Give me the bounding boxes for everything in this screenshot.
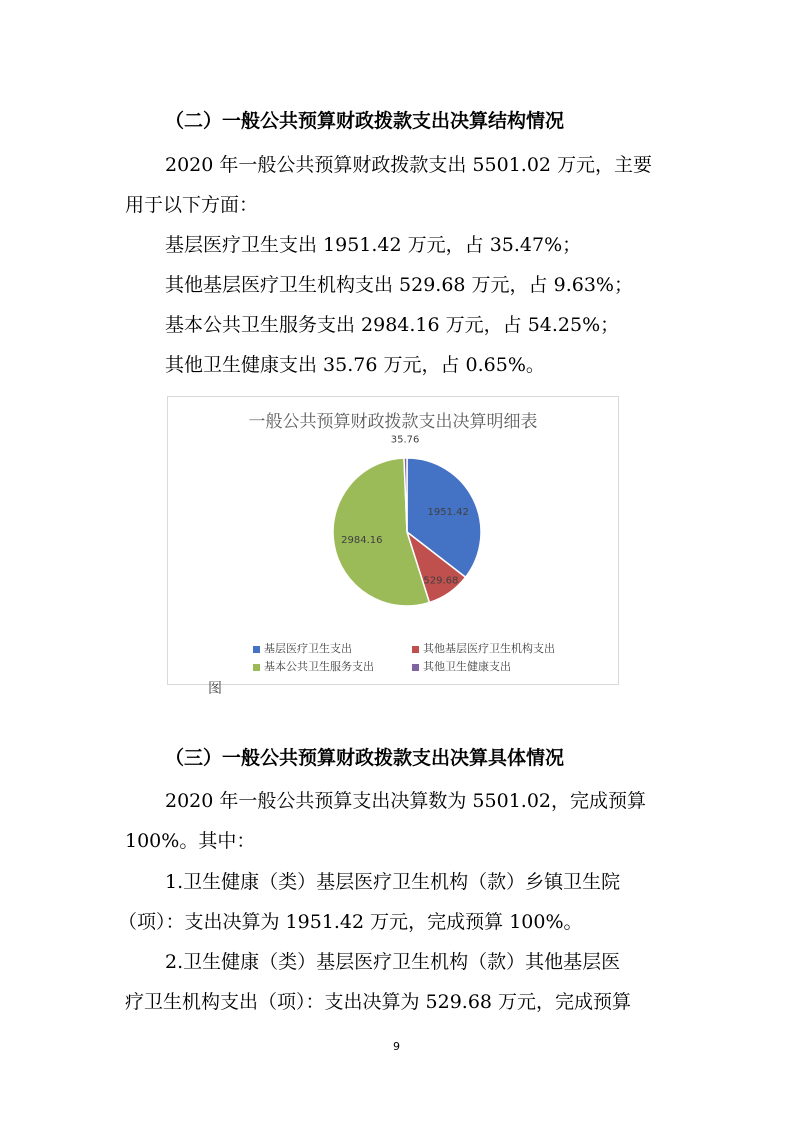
page-number: 9: [393, 1040, 400, 1053]
legend-label: 其他基层医疗卫生机构支出: [423, 642, 555, 655]
section2-intro-line1: 2020 年一般公共预算财政拨款支出 5501.02 万元，主要: [165, 154, 653, 176]
pie-data-label: 35.76: [390, 434, 420, 446]
section3-heading: （三）一般公共预算财政拨款支出决算具体情况: [165, 747, 565, 769]
legend-swatch: [412, 646, 419, 653]
legend-label: 其他卫生健康支出: [423, 660, 511, 673]
chart-title: 一般公共预算财政拨款支出决算明细表: [248, 412, 538, 432]
section3-p2-line1: 1.卫生健康（类）基层医疗卫生机构（款）乡镇卫生院: [165, 871, 621, 893]
section3-p2-line2: （项）：支出决算为 1951.42 万元，完成预算 100%。: [118, 911, 583, 933]
expense-item-4: 其他卫生健康支出 35.76 万元，占 0.65%。: [165, 354, 545, 376]
legend-item: [253, 640, 352, 656]
expense-item-2: 其他基层医疗卫生机构支出 529.68 万元，占 9.63%；: [165, 274, 633, 296]
legend-item: [412, 658, 511, 674]
section2-intro-line2: 用于以下方面：: [125, 194, 259, 216]
pie-chart: [167, 396, 619, 685]
section3-p3-line1: 2.卫生健康（类）基层医疗卫生机构（款）其他基层医: [165, 951, 621, 973]
pie-data-label: 529.68: [423, 575, 459, 587]
pie-data-label: 1951.42: [427, 506, 469, 518]
legend-item: [253, 658, 374, 674]
legend-swatch: [253, 664, 260, 671]
expense-item-3: 基本公共卫生服务支出 2984.16 万元，占 54.25%；: [165, 314, 620, 336]
pie-data-label: 2984.16: [341, 534, 383, 546]
section2-heading: （二）一般公共预算财政拨款支出决算结构情况: [165, 110, 565, 132]
section3-p1-line1: 2020 年一般公共预算支出决算数为 5501.02，完成预算: [165, 790, 647, 812]
section3-p1-line2: 100%。其中：: [125, 830, 256, 852]
legend-swatch: [253, 646, 260, 653]
section3-p3-line2: 疗卫生机构支出（项）：支出决算为 529.68 万元，完成预算: [125, 991, 632, 1013]
legend-label: 基本公共卫生服务支出: [264, 660, 374, 673]
legend-item: [412, 640, 555, 656]
expense-item-1: 基层医疗卫生支出 1951.42 万元，占 35.47%；: [165, 234, 582, 256]
stray-text: 图: [208, 681, 222, 697]
legend-label: 基层医疗卫生支出: [264, 642, 352, 655]
legend-swatch: [412, 664, 419, 671]
